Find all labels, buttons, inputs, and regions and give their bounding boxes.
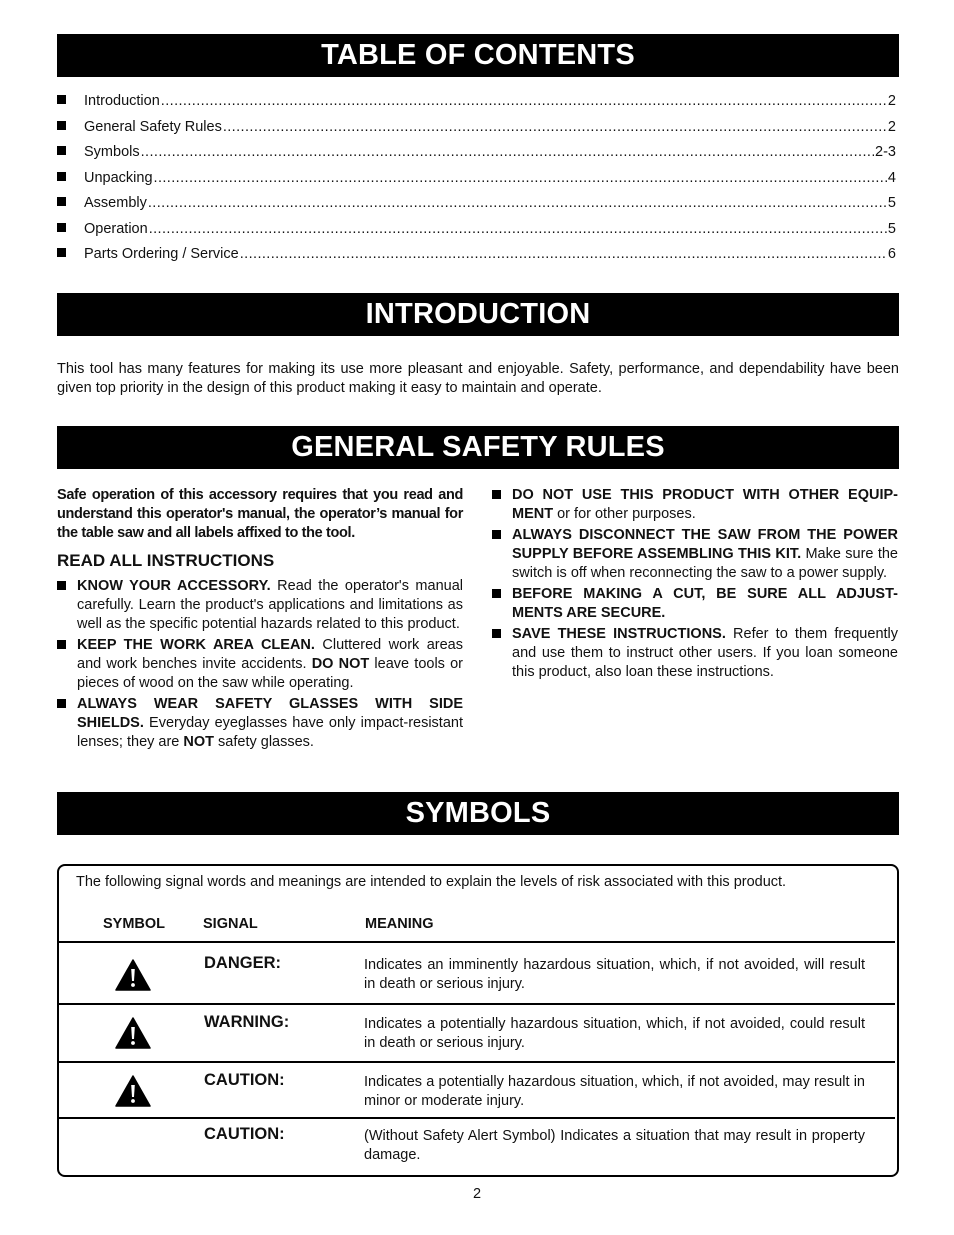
rule-title: ALWAYS DISCONNECT THE SAW FROM THE POWER SUPPLY BEFORE ASSEMBLING THIS KIT. [512, 527, 898, 562]
rule-title: ALWAYS WEAR SAFETY GLASSES WITH SIDE SHIELDS. [77, 696, 463, 731]
toc-item[interactable] [57, 144, 896, 170]
toc-item[interactable] [57, 246, 896, 272]
bullet-square-icon [57, 640, 66, 649]
rule-title: KEEP THE WORK AREA CLEAN. [77, 637, 315, 653]
leader-dots [154, 170, 887, 186]
bullet-square-icon [57, 699, 66, 708]
bullet-square-icon [57, 146, 66, 155]
bullet-square-icon [492, 530, 501, 539]
warning-triangle-icon [115, 959, 151, 991]
toc-item-page: 5 [887, 195, 896, 211]
rule-title: SAVE THESE INSTRUCTIONS. [512, 626, 726, 642]
leader-dots [223, 119, 887, 135]
rule-emphasis: DO NOT [311, 656, 370, 672]
safety-right-column [492, 486, 898, 684]
safety-rule [492, 526, 898, 583]
bullet-square-icon [57, 121, 66, 130]
toc-item[interactable] [57, 119, 896, 145]
safety-rule [492, 625, 898, 682]
table-divider [59, 941, 895, 943]
leader-dots [149, 221, 887, 237]
column-header-signal: SIGNAL [203, 916, 258, 932]
symbols-intro: The following signal words and meanings are intended to explain the levels of risk associated with this product. [76, 874, 787, 890]
warning-triangle-icon [115, 1017, 151, 1049]
toc-item-title: Assembly [84, 195, 147, 211]
bullet-square-icon [492, 589, 501, 598]
rule-title: BEFORE MAKING A CUT, BE SURE ALL ADJUST-MENTS ARE SECURE. [512, 586, 898, 621]
rule-text: or for other purposes. [553, 506, 696, 522]
safety-rule [57, 636, 463, 693]
toc-item-page: 2-3 [875, 144, 896, 160]
toc-item-title: General Safety Rules [84, 118, 222, 135]
safety-lead: Safe operation of this accessory requires that you read and understand this operator's manual, the operator’s manual for the table saw and all labels affixed to the tool. [57, 487, 463, 541]
bullet-square-icon [57, 581, 66, 590]
toc-item[interactable] [57, 221, 896, 247]
rule-text: Everyday eyeglasses have only impact-resistant lenses; they are [77, 715, 463, 750]
bullet-square-icon [57, 223, 66, 232]
safety-rule [492, 486, 898, 524]
toc-item[interactable] [57, 170, 896, 196]
introduction-text: This tool has many features for making its use more pleasant and enjoyable. Safety, performance, and dependability have been given top priority in the design of this product making it easy to maintain and operate. [57, 361, 899, 396]
leader-dots [148, 195, 887, 211]
rule-text: Refer to them frequently and use them to instruct other users. If you loan someone this product, also loan these instructions. [512, 626, 899, 680]
rule-title: KNOW YOUR ACCESSORY. [77, 578, 271, 594]
column-header-symbol: SYMBOL [103, 916, 166, 932]
warning-triangle-icon [115, 1075, 151, 1107]
toc-item-page: 2 [887, 118, 896, 135]
toc-item-page: 6 [887, 246, 896, 262]
toc-item-title: Parts Ordering / Service [84, 246, 239, 262]
rule-text: safety glasses. [214, 734, 314, 750]
bullet-square-icon [57, 197, 66, 206]
bullet-square-icon [57, 248, 66, 257]
column-header-meaning: MEANING [365, 916, 434, 932]
toc-item-page: 4 [887, 169, 896, 186]
bullet-square-icon [57, 95, 66, 104]
read-all-instructions: READ ALL INSTRUCTIONS [57, 551, 275, 570]
toc-item-title: Unpacking [84, 169, 153, 186]
table-divider [59, 1061, 895, 1063]
toc-item-title: Symbols [84, 144, 140, 160]
toc-item-page: 5 [887, 220, 896, 237]
rule-text: Cluttered work areas and work benches invite accidents. [77, 637, 463, 672]
safety-rule [57, 695, 463, 752]
leader-dots [141, 144, 874, 160]
table-divider [59, 1117, 895, 1119]
leader-dots [161, 93, 887, 109]
toc-item[interactable] [57, 195, 896, 221]
leader-dots [240, 246, 887, 262]
signal-meaning: Indicates a potentially hazardous situation, which, if not avoided, may result in minor or moderate injury. [364, 1074, 865, 1109]
signal-meaning: Indicates a potentially hazardous situation, which, if not avoided, could result in death or serious injury. [364, 1016, 865, 1051]
signal-word: CAUTION: [204, 1071, 285, 1089]
signal-word: DANGER: [204, 954, 281, 972]
introduction-heading: INTRODUCTION [57, 293, 899, 336]
signal-word: WARNING: [204, 1013, 290, 1031]
bullet-square-icon [492, 490, 501, 499]
signal-word: CAUTION: [204, 1125, 285, 1143]
bullet-square-icon [492, 629, 501, 638]
safety-left-column [57, 486, 463, 754]
safety-rule [492, 585, 898, 623]
bullet-square-icon [57, 172, 66, 181]
safety-heading: GENERAL SAFETY RULES [57, 426, 899, 469]
rule-text: Make sure the switch is off when reconnecting the saw to a power supply. [512, 546, 898, 581]
toc-item-page: 2 [887, 93, 896, 109]
rule-text: Read the operator's manual carefully. Learn the product's applications and limitations as well as the specific potential hazards related to this product. [77, 578, 463, 632]
rule-title: DO NOT USE THIS PRODUCT WITH OTHER EQUIP-MENT [512, 487, 898, 522]
toc-item[interactable] [57, 93, 896, 119]
toc-list [57, 93, 896, 272]
toc-item-title: Operation [84, 220, 148, 237]
safety-rule [57, 577, 463, 634]
toc-heading: TABLE OF CONTENTS [57, 34, 899, 77]
signal-meaning: (Without Safety Alert Symbol) Indicates a situation that may result in property damage. [364, 1128, 865, 1163]
table-divider [59, 1003, 895, 1005]
toc-item-title: Introduction [84, 93, 160, 109]
symbols-heading: SYMBOLS [57, 792, 899, 835]
page-number: 2 [472, 1186, 482, 1202]
signal-meaning: Indicates an imminently hazardous situation, which, if not avoided, will result in death or serious injury. [364, 957, 865, 992]
rule-emphasis: NOT [183, 734, 215, 750]
rule-text: leave tools or pieces of wood on the saw while operating. [77, 656, 463, 691]
